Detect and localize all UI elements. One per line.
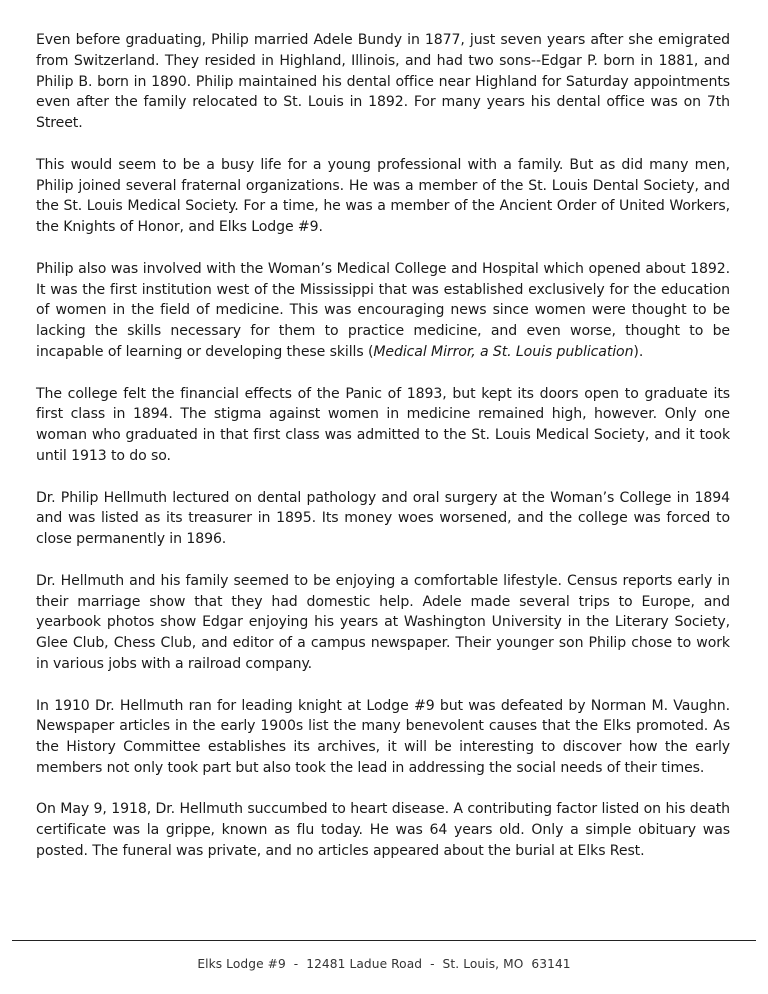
citation-close: ). [633, 343, 644, 360]
paragraph-lodge-election: In 1910 Dr. Hellmuth ran for leading knight at Lodge #9 but was defeated by Norman M. Vaughn. Newspaper articles in the early 1900s list the many benevolent causes that the Elks promoted. As the History Committee establishes its archives, it will be interesting to discover how the early members not only took part but also took the lead in addressing the social needs of their times. [36, 697, 730, 776]
footer-address: Elks Lodge #9 - 12481 Ladue Road - St. Louis, MO 63141 [197, 957, 571, 971]
paragraph-death: On May 9, 1918, Dr. Hellmuth succumbed to heart disease. A contributing factor listed on his death certificate was la grippe, known as flu today. He was 64 years old. Only a simple obituary was posted. The funeral was private, and no articles appeared about the burial at Elks Rest. [36, 801, 730, 860]
citation-medical-mirror: Medical Mirror, a St. Louis publication [373, 343, 634, 360]
paragraph-fraternal-organizations: This would seem to be a busy life for a young professional with a family. But as did many men, Philip joined several fraternal organizations. He was a member of the St. Louis Dental Society, and the St. Louis Medical Society. For a time, he was a member of the Ancient Order of United Workers, the Knights of Honor, and Elks Lodge #9. [36, 156, 730, 236]
paragraph-marriage: Even before graduating, Philip married Adele Bundy in 1877, just seven years after she emigrated from Switzerland. They resided in Highland, Illinois, and had two sons--Edgar P. born in 1881, and Philip B. born in 1890. Philip maintained his dental office near Highland for Saturday appointments even after the family relocated to St. Louis in 1892. For many years his dental office was on 7th Street. [36, 32, 730, 132]
paragraph-womans-medical-college [36, 259, 730, 363]
paragraph-panic-of-1893: The college felt the financial effects of the Panic of 1893, but kept its doors open to graduate its first class in 1894. The stigma against women in medicine remained high, however. Only one woman who graduated in that first class was admitted to the St. Louis Medical Society, and it took until 1913 to do so. [36, 385, 730, 464]
paragraph-family-lifestyle: Dr. Hellmuth and his family seemed to be enjoying a comfortable lifestyle. Census reports early in their marriage show that they had domestic help. Adele made several trips to Europe, and yearbook photos show Edgar enjoying his years at Washington University in the Literary Society, Glee Club, Chess Club, and editor of a campus newspaper. Their younger son Philip chose to work in various jobs with a railroad company. [36, 572, 730, 672]
paragraph-womans-medical-college-text: Philip also was involved with the Woman’s Medical College and Hospital which opened about 1892. It was the first institution west of the Mississippi that was established exclusively for the education of women in the field of medicine. This was encouraging news since women were thought to be lacking the skills necessary for them to practice medicine, and even worse, thought to be incapable of learning or developing these skills ( [36, 260, 730, 360]
paragraph-lectures: Dr. Philip Hellmuth lectured on dental pathology and oral surgery at the Woman’s College in 1894 and was listed as its treasurer in 1895. Its money woes worsened, and the college was forced to close permanently in 1896. [36, 489, 730, 548]
footer-divider [12, 940, 756, 941]
document-body [36, 30, 730, 862]
